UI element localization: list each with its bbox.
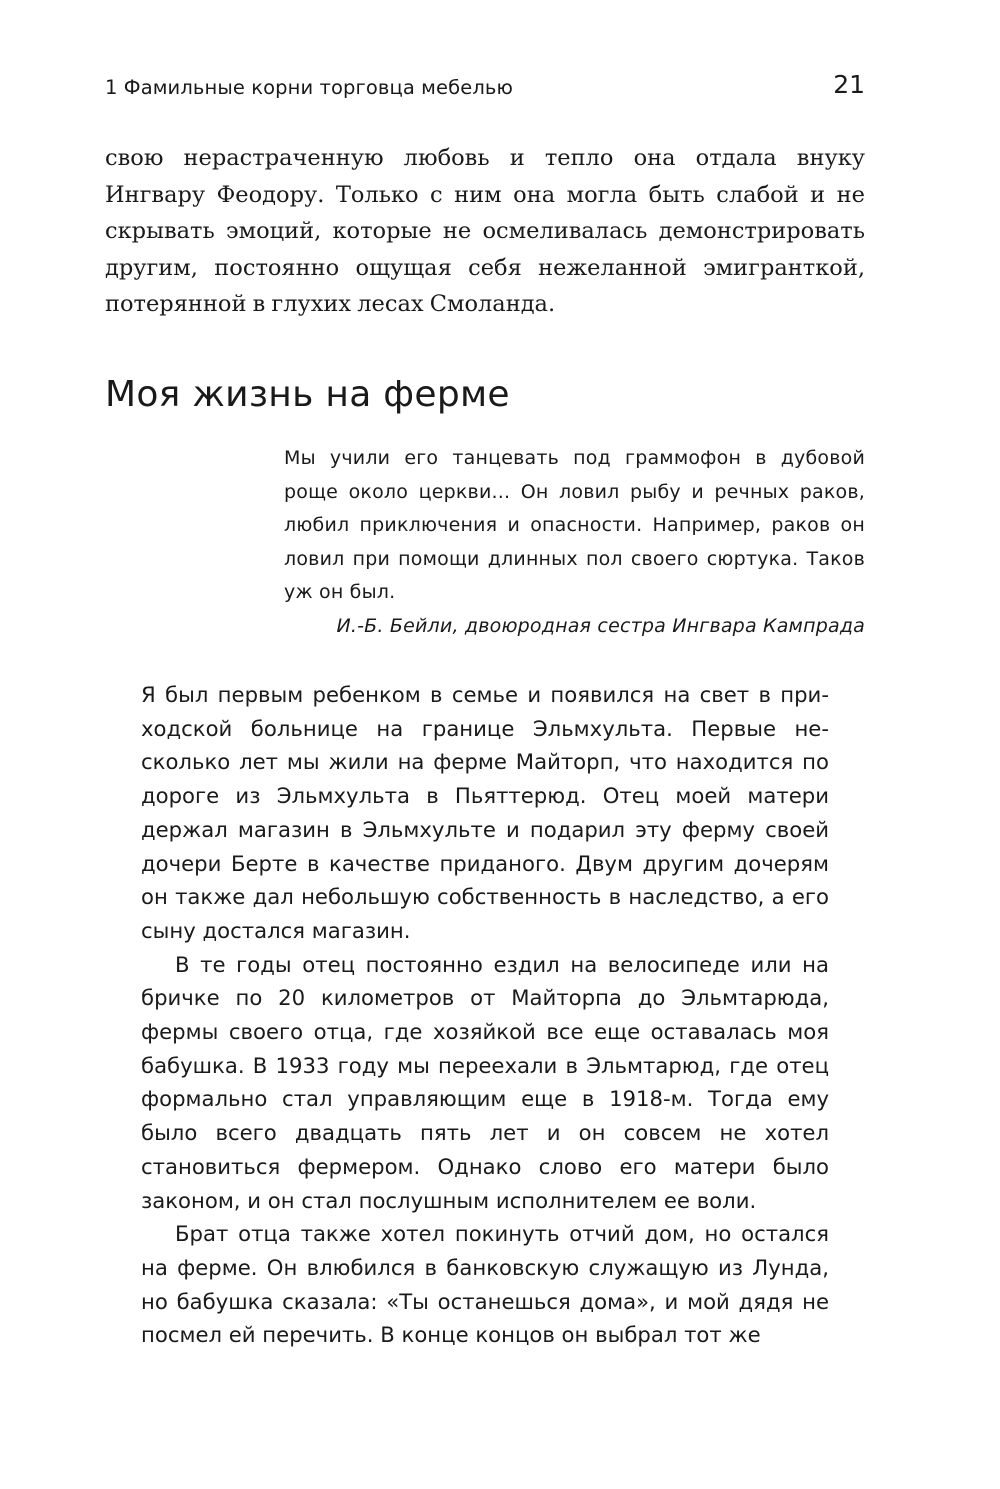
chapter-title: 1 Фамильные корни торговца мебелью: [105, 76, 513, 99]
epigraph: [284, 442, 865, 643]
running-head: [105, 70, 865, 104]
body-paragraph: Я был первым ребенком в семье и появился на свет в приходской больнице на границе Эльмхульта. Первые несколько лет мы жили на ферме Майторп, что находится по дороге из Эльмхульта в Пьяттерюд. Отец моей матери держал магазин в Эльмхульте и подарил эту ферму своей дочери Берте в качестве приданого. Двум другим дочерям он также дал небольшую собственность в наследство, а его сыну достался магазин.: [141, 682, 829, 943]
epigraph-quote: Мы учили его танцевать под граммофон в дубовой роще около церкви... Он ловил рыбу и речных раков, любил приключения и опасности. Например, раков он ловил при помощи длинных пол своего сюртука. Таков уж он был.: [284, 447, 865, 603]
body-text: [141, 678, 829, 1352]
intro-paragraph: свою нерастраченную любовь и тепло она отдала внуку Ингвару Феодору. Только с ним она могла быть слабой и не скрывать эмоций, которые не осмеливалась демонстрировать другим, постоянно ощущая себя нежеланной эмигранткой, потерянной в глухих лесах Смоланда.: [105, 145, 865, 317]
body-paragraph: Брат отца также хотел покинуть отчий дом, но остался на ферме. Он влюбился в банковскую служащую из Лунда, но бабушка сказала: «Ты останешься дома», и мой дядя не посмел ей перечить. В конце концов он выбрал тот же: [141, 1221, 829, 1348]
page-number: 21: [833, 70, 865, 99]
epigraph-attribution: И.-Б. Бейли, двоюродная сестра Ингвара Кампрада: [336, 614, 865, 637]
section-title: Моя жизнь на ферме: [105, 374, 510, 415]
body-paragraph: В те годы отец постоянно ездил на велосипеде или на бричке по 20 километров от Майторпа до Эльмтарюда, фермы своего отца, где хозяйкой все еще оставалась моя бабушка. В 1933 году мы переехали в Эльмтарюд, где отец формально стал управляющим еще в 1918-м. Тогда ему было всего двадцать пять лет и он совсем не хотел становиться фермером. Однако слово его матери было законом, и он стал послушным исполнителем ее воли.: [141, 951, 829, 1213]
